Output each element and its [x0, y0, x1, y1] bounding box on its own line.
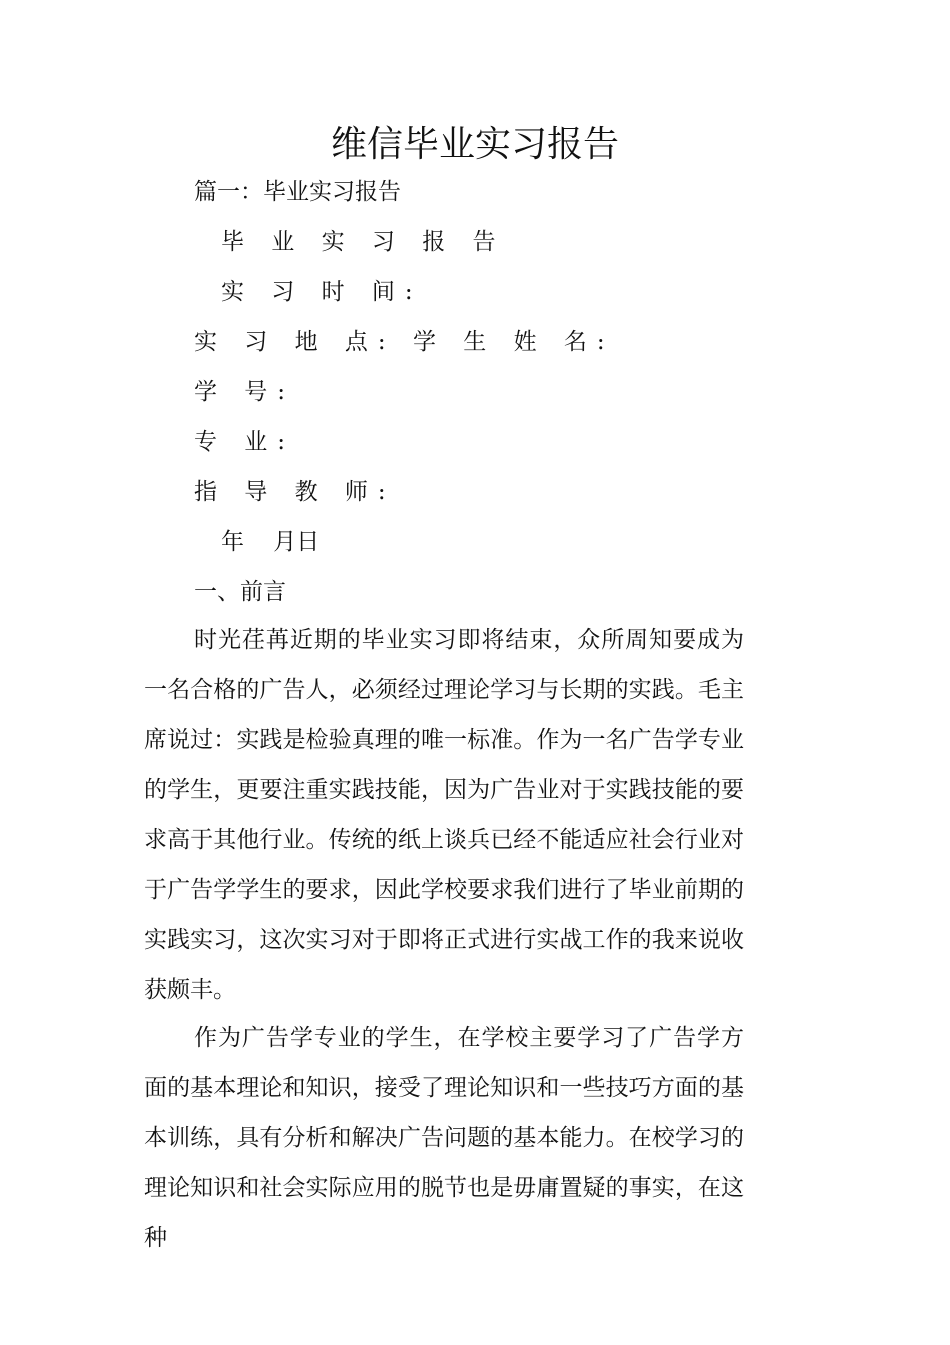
cover-time-label: 实 习 时 间: [221, 279, 423, 305]
cover-teacher-label: 指 导 教 师: [194, 479, 396, 505]
cover-major-label: 专 业: [194, 429, 296, 455]
cover-student-id-label: 学 号: [194, 379, 296, 405]
body-paragraph: 时光荏苒近期的毕业实习即将结束，众所周知要成为一名合格的广告人，必须经过理论学习与长期的实践。毛主席说过：实践是检验真理的唯一标准。作为一名广告学专业的学生，更要注重实践技能，因为广告业对于实践技能的要求高于其他行业。传统的纸上谈兵已经不能适应社会行业对于广告学学生的要求，因此学校要求我们进行了毕业前期的实践实习，这次实习对于即将正式进行实战工作的我来说收获颇丰。 [144, 627, 744, 1003]
cover-date-label: 年 月日 [221, 529, 320, 555]
cover-report-title: 毕 业 实 习 报 告 [221, 229, 506, 255]
body-paragraph: 作为广告学专业的学生，在学校主要学习了广告学方面的基本理论和知识，接受了理论知识和一些技巧方面的基本训练，具有分析和解决广告问题的基本能力。在校学习的理论知识和社会实际应用的脱节也是毋庸置疑的事实，在这种 [144, 1025, 744, 1251]
cover-place-name-label: 实 习 地 点: 学 生 姓 名: [194, 329, 615, 355]
section-heading: 一、前言 [194, 579, 286, 605]
document-title: 维信毕业实习报告 [330, 124, 619, 165]
chapter-heading: 篇一：毕业实习报告 [194, 179, 401, 205]
